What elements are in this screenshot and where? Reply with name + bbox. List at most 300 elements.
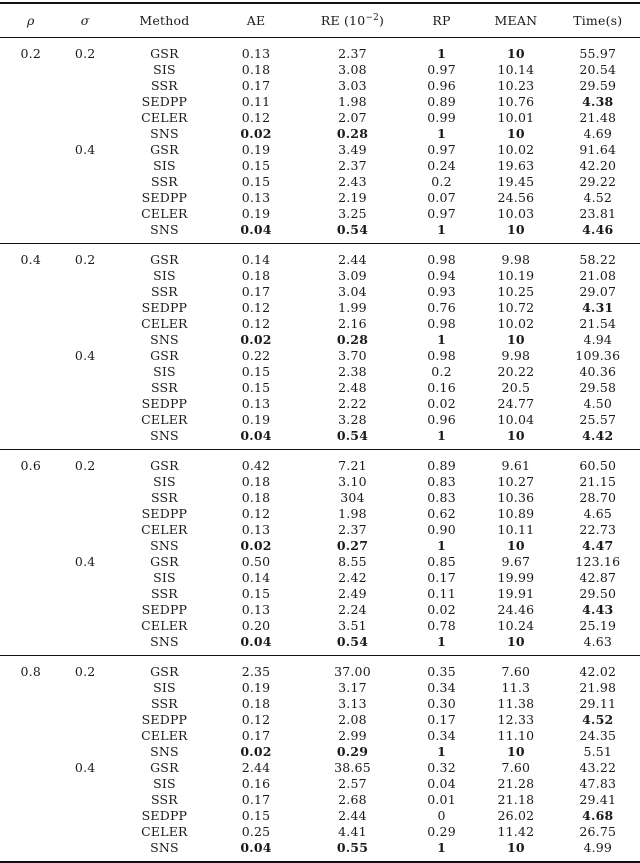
cell-ae: 0.18	[241, 696, 271, 711]
cell-re: 2.24	[338, 602, 367, 617]
cell-mean: 20.22	[497, 364, 535, 379]
cell-ae: 0.13	[241, 522, 271, 537]
cell-time: 21.15	[579, 474, 617, 489]
cell-sigma	[56, 174, 115, 190]
cell-rp: 1	[437, 222, 446, 237]
cell-sigma	[56, 618, 115, 634]
cell-sigma: 0.4	[74, 142, 96, 157]
rho-group	[0, 450, 640, 656]
cell-rp: 0.98	[427, 316, 456, 331]
cell-mean: 11.3	[501, 680, 531, 695]
cell-method: SSR	[150, 78, 178, 93]
table-row	[0, 206, 640, 222]
cell-sigma	[56, 268, 115, 284]
cell-ae: 2.44	[241, 760, 271, 775]
cell-rho	[0, 332, 56, 348]
cell-method: CELER	[141, 728, 188, 743]
cell-re: 3.04	[338, 284, 367, 299]
cell-rho	[0, 474, 56, 490]
cell-rho	[0, 62, 56, 78]
cell-mean: 19.99	[497, 570, 535, 585]
table-row	[0, 808, 640, 824]
cell-mean: 10	[506, 428, 525, 443]
cell-re: 0.28	[336, 126, 369, 141]
cell-re: 3.49	[338, 142, 367, 157]
cell-mean: 10.25	[497, 284, 535, 299]
cell-method: GSR	[150, 46, 179, 61]
cell-time: 29.58	[579, 380, 617, 395]
cell-rho	[0, 78, 56, 94]
cell-rp: 0.2	[431, 174, 452, 189]
cell-time: 4.65	[583, 506, 613, 521]
cell-rp: 0.96	[427, 78, 456, 93]
table-row	[0, 554, 640, 570]
cell-time: 42.20	[579, 158, 617, 173]
cell-rp: 0.76	[427, 300, 456, 315]
cell-time: 4.46	[582, 222, 614, 237]
cell-mean: 10.89	[497, 506, 535, 521]
cell-ae: 0.12	[241, 110, 271, 125]
cell-rho: 0.2	[20, 46, 41, 61]
cell-rp: 0.32	[427, 760, 456, 775]
cell-time: 4.99	[583, 840, 613, 855]
cell-sigma	[56, 474, 115, 490]
cell-re: 1.98	[338, 94, 367, 109]
cell-ae: 0.16	[241, 776, 271, 791]
cell-mean: 10	[506, 222, 525, 237]
cell-rp: 1	[437, 538, 446, 553]
cell-re: 0.29	[336, 744, 369, 759]
table-row	[0, 824, 640, 840]
cell-re: 2.19	[338, 190, 367, 205]
cell-time: 4.38	[582, 94, 614, 109]
cell-ae: 0.18	[241, 474, 271, 489]
cell-time: 26.75	[579, 824, 617, 839]
cell-mean: 10	[506, 634, 525, 649]
cell-rho	[0, 776, 56, 792]
cell-rho	[0, 570, 56, 586]
rho-group	[0, 38, 640, 244]
header-time: Time(s)	[573, 13, 623, 28]
header-sigma: σ	[80, 13, 90, 28]
cell-method: SNS	[150, 840, 179, 855]
cell-time: 91.64	[579, 142, 617, 157]
cell-time: 22.73	[579, 522, 617, 537]
cell-sigma	[56, 602, 115, 618]
table-row	[0, 62, 640, 78]
cell-rho	[0, 712, 56, 728]
table-row	[0, 776, 640, 792]
cell-method: CELER	[141, 206, 188, 221]
header-mean: MEAN	[494, 13, 538, 28]
cell-time: 55.97	[579, 46, 617, 61]
cell-rho	[0, 268, 56, 284]
cell-re: 4.41	[338, 824, 367, 839]
cell-rp: 0.83	[427, 490, 456, 505]
cell-mean: 10	[506, 332, 525, 347]
cell-re: 3.08	[338, 62, 367, 77]
cell-rp: 0.35	[427, 664, 456, 679]
cell-method: CELER	[141, 824, 188, 839]
cell-re: 3.13	[338, 696, 367, 711]
cell-time: 21.08	[579, 268, 617, 283]
cell-sigma	[56, 206, 115, 222]
cell-mean: 9.67	[501, 554, 531, 569]
cell-method: SEDPP	[141, 300, 188, 315]
cell-rho: 0.8	[20, 664, 41, 679]
header-re	[298, 3, 407, 38]
table-row	[0, 586, 640, 602]
header-re-prefix: RE (10	[320, 13, 366, 29]
cell-mean: 10	[506, 46, 525, 61]
cell-mean: 7.60	[501, 760, 531, 775]
cell-ae: 0.15	[241, 808, 271, 823]
cell-time: 4.69	[583, 126, 613, 141]
table-header	[0, 3, 640, 38]
cell-ae: 0.02	[240, 744, 272, 759]
cell-time: 4.43	[582, 602, 614, 617]
cell-re: 3.25	[338, 206, 367, 221]
cell-rp: 0.94	[427, 268, 456, 283]
cell-sigma	[56, 78, 115, 94]
cell-re: 304	[340, 490, 365, 505]
cell-ae: 0.02	[240, 126, 272, 141]
cell-time: 123.16	[575, 554, 621, 569]
cell-time: 42.02	[579, 664, 617, 679]
cell-mean: 24.46	[497, 602, 535, 617]
cell-method: SSR	[150, 284, 178, 299]
cell-sigma	[56, 284, 115, 300]
cell-mean: 10.19	[497, 268, 535, 283]
cell-time: 29.50	[579, 586, 617, 601]
cell-sigma	[56, 110, 115, 126]
cell-rho	[0, 206, 56, 222]
cell-re: 3.03	[338, 78, 367, 93]
cell-re: 2.37	[338, 522, 367, 537]
cell-mean: 12.33	[497, 712, 535, 727]
cell-time: 4.63	[583, 634, 613, 649]
cell-rho	[0, 316, 56, 332]
cell-method: SIS	[153, 364, 176, 379]
cell-rp: 0.96	[427, 412, 456, 427]
cell-rp: 0.04	[427, 776, 456, 791]
cell-sigma	[56, 538, 115, 554]
cell-mean: 10.36	[497, 490, 535, 505]
cell-sigma	[56, 570, 115, 586]
cell-rho	[0, 126, 56, 142]
cell-mean: 10.72	[497, 300, 535, 315]
table-row	[0, 268, 640, 284]
table-row	[0, 316, 640, 332]
cell-method: GSR	[150, 142, 179, 157]
cell-sigma	[56, 300, 115, 316]
cell-time: 21.54	[579, 316, 617, 331]
table-row	[0, 174, 640, 190]
cell-method: GSR	[150, 554, 179, 569]
cell-sigma	[56, 522, 115, 538]
cell-sigma	[56, 792, 115, 808]
cell-rho	[0, 760, 56, 776]
cell-re: 3.70	[338, 348, 367, 363]
cell-rp: 0.85	[427, 554, 456, 569]
cell-rho	[0, 364, 56, 380]
cell-rp: 1	[437, 744, 446, 759]
cell-time: 47.83	[579, 776, 617, 791]
cell-rho	[0, 174, 56, 190]
cell-mean: 10.04	[497, 412, 535, 427]
cell-method: SSR	[150, 174, 178, 189]
cell-ae: 0.02	[240, 538, 272, 553]
cell-ae: 0.25	[241, 824, 271, 839]
cell-ae: 0.19	[241, 680, 271, 695]
cell-time: 23.81	[579, 206, 617, 221]
cell-mean: 7.60	[501, 664, 531, 679]
cell-re: 2.57	[338, 776, 367, 791]
cell-method: SNS	[150, 222, 179, 237]
cell-re: 2.42	[338, 570, 367, 585]
cell-re: 0.28	[336, 332, 369, 347]
cell-rp: 0	[437, 808, 446, 823]
cell-re: 2.68	[338, 792, 367, 807]
cell-mean: 11.10	[497, 728, 535, 743]
cell-re: 3.28	[338, 412, 367, 427]
cell-mean: 10	[506, 744, 525, 759]
cell-rho	[0, 412, 56, 428]
cell-sigma	[56, 712, 115, 728]
cell-mean: 10.01	[497, 110, 535, 125]
cell-sigma	[56, 412, 115, 428]
table-row	[0, 602, 640, 618]
cell-sigma	[56, 316, 115, 332]
cell-time: 43.22	[579, 760, 617, 775]
cell-method: SNS	[150, 744, 179, 759]
cell-rp: 0.62	[427, 506, 456, 521]
cell-mean: 21.18	[497, 792, 535, 807]
cell-rho	[0, 824, 56, 840]
cell-sigma: 0.2	[74, 664, 96, 679]
cell-sigma	[56, 158, 115, 174]
header-method: Method	[139, 13, 190, 28]
cell-mean: 10	[506, 840, 525, 855]
cell-ae: 0.19	[241, 206, 271, 221]
table-row	[0, 696, 640, 712]
cell-method: CELER	[141, 316, 188, 331]
table-row	[0, 656, 640, 681]
cell-re: 1.99	[338, 300, 367, 315]
cell-method: GSR	[150, 348, 179, 363]
cell-method: SIS	[153, 680, 176, 695]
cell-time: 29.59	[579, 78, 617, 93]
table-row	[0, 570, 640, 586]
cell-rho	[0, 348, 56, 364]
cell-sigma	[56, 94, 115, 110]
cell-rho	[0, 840, 56, 862]
cell-rho	[0, 284, 56, 300]
cell-ae: 0.14	[241, 570, 271, 585]
cell-time: 4.94	[583, 332, 613, 347]
cell-sigma	[56, 840, 115, 862]
cell-ae: 0.17	[241, 792, 271, 807]
results-table	[0, 2, 640, 863]
cell-ae: 0.11	[241, 94, 271, 109]
cell-rho	[0, 428, 56, 450]
table-row	[0, 110, 640, 126]
cell-rp: 0.11	[427, 586, 456, 601]
cell-method: GSR	[150, 252, 179, 267]
cell-method: SIS	[153, 570, 176, 585]
cell-method: SIS	[153, 776, 176, 791]
cell-re: 2.08	[338, 712, 367, 727]
cell-rho	[0, 586, 56, 602]
cell-time: 29.22	[579, 174, 617, 189]
table-row	[0, 364, 640, 380]
cell-mean: 10.03	[497, 206, 535, 221]
cell-rp: 0.02	[427, 602, 456, 617]
cell-rp: 0.2	[431, 364, 452, 379]
cell-re: 37.00	[334, 664, 371, 679]
cell-time: 25.57	[579, 412, 617, 427]
cell-rho	[0, 142, 56, 158]
cell-ae: 0.04	[240, 634, 272, 649]
header-rp: RP	[432, 13, 451, 28]
cell-ae: 0.17	[241, 78, 271, 93]
header-ae: AE	[246, 13, 266, 28]
cell-rho	[0, 110, 56, 126]
cell-rp: 0.34	[427, 680, 456, 695]
cell-rp: 0.98	[427, 252, 456, 267]
table-row	[0, 396, 640, 412]
cell-mean: 10.02	[497, 142, 535, 157]
cell-ae: 0.18	[241, 490, 271, 505]
cell-rho	[0, 744, 56, 760]
cell-sigma: 0.4	[74, 554, 96, 569]
cell-sigma	[56, 808, 115, 824]
cell-rp: 0.98	[427, 348, 456, 363]
cell-re: 0.54	[336, 222, 369, 237]
cell-method: SSR	[150, 586, 178, 601]
header-rho: ρ	[26, 13, 35, 28]
cell-ae: 0.15	[241, 174, 271, 189]
cell-time: 20.54	[579, 62, 617, 77]
table-row	[0, 840, 640, 862]
cell-time: 4.68	[582, 808, 614, 823]
cell-time: 25.19	[579, 618, 617, 633]
cell-time: 4.42	[582, 428, 614, 443]
cell-rho	[0, 506, 56, 522]
cell-mean: 24.56	[497, 190, 535, 205]
cell-rp: 0.78	[427, 618, 456, 633]
table-row	[0, 634, 640, 656]
cell-ae: 0.13	[241, 190, 271, 205]
table-row	[0, 142, 640, 158]
cell-re: 2.22	[338, 396, 367, 411]
cell-rp: 0.07	[427, 190, 456, 205]
cell-method: CELER	[141, 618, 188, 633]
cell-mean: 11.38	[497, 696, 535, 711]
cell-time: 4.31	[582, 300, 614, 315]
cell-re: 3.10	[338, 474, 367, 489]
cell-mean: 24.77	[497, 396, 535, 411]
cell-mean: 9.98	[501, 252, 531, 267]
cell-ae: 0.12	[241, 300, 271, 315]
cell-mean: 20.5	[501, 380, 531, 395]
cell-ae: 0.17	[241, 728, 271, 743]
cell-re: 3.51	[338, 618, 367, 633]
cell-rp: 0.16	[427, 380, 456, 395]
table-row	[0, 792, 640, 808]
cell-method: SIS	[153, 268, 176, 283]
cell-method: SSR	[150, 490, 178, 505]
cell-sigma	[56, 364, 115, 380]
cell-method: GSR	[150, 760, 179, 775]
cell-rho: 0.4	[20, 252, 41, 267]
cell-sigma	[56, 634, 115, 656]
cell-mean: 26.02	[497, 808, 535, 823]
cell-method: SEDPP	[141, 94, 188, 109]
cell-sigma	[56, 506, 115, 522]
cell-mean: 19.63	[497, 158, 535, 173]
cell-mean: 10	[506, 538, 525, 553]
cell-method: CELER	[141, 412, 188, 427]
cell-ae: 0.15	[241, 364, 271, 379]
cell-ae: 0.14	[241, 252, 271, 267]
cell-sigma: 0.2	[74, 252, 96, 267]
cell-rho	[0, 94, 56, 110]
cell-re: 8.55	[338, 554, 367, 569]
cell-method: CELER	[141, 522, 188, 537]
cell-ae: 0.22	[241, 348, 271, 363]
cell-time: 24.35	[579, 728, 617, 743]
cell-re: 0.54	[336, 428, 369, 443]
cell-ae: 0.12	[241, 712, 271, 727]
cell-time: 109.36	[575, 348, 621, 363]
table-row	[0, 522, 640, 538]
table-row	[0, 428, 640, 450]
cell-rp: 0.97	[427, 62, 456, 77]
cell-sigma	[56, 428, 115, 450]
cell-rho	[0, 380, 56, 396]
cell-rp: 1	[437, 840, 446, 855]
cell-ae: 0.18	[241, 268, 271, 283]
cell-rp: 1	[437, 428, 446, 443]
cell-time: 42.87	[579, 570, 617, 585]
cell-rp: 0.99	[427, 110, 456, 125]
cell-mean: 11.42	[497, 824, 535, 839]
table-row	[0, 538, 640, 554]
cell-rp: 0.97	[427, 142, 456, 157]
cell-mean: 9.61	[501, 458, 531, 473]
table-row	[0, 348, 640, 364]
cell-method: CELER	[141, 110, 188, 125]
cell-re: 2.37	[338, 46, 367, 61]
table-row	[0, 728, 640, 744]
cell-rp: 0.17	[427, 570, 456, 585]
cell-method: SEDPP	[141, 712, 188, 727]
cell-time: 4.52	[582, 712, 614, 727]
cell-ae: 0.42	[241, 458, 271, 473]
cell-time: 58.22	[579, 252, 617, 267]
cell-re: 3.17	[338, 680, 367, 695]
cell-re: 0.54	[336, 634, 369, 649]
cell-ae: 0.02	[240, 332, 272, 347]
cell-sigma	[56, 776, 115, 792]
cell-ae: 0.20	[241, 618, 271, 633]
cell-method: SSR	[150, 380, 178, 395]
cell-re: 2.44	[338, 252, 367, 267]
cell-sigma: 0.2	[74, 46, 96, 61]
table-row	[0, 680, 640, 696]
cell-time: 4.47	[582, 538, 614, 553]
